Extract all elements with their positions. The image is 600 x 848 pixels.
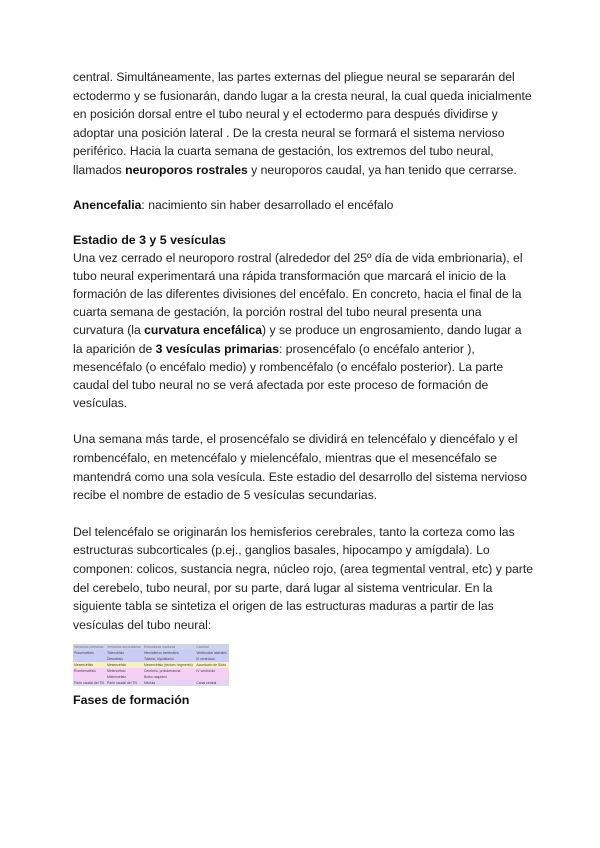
anencefalia-text: : nacimiento sin haber desarrollado el encéfalo: [141, 197, 394, 212]
text-run: Una vez cerrado el neuroporo rostral (alrededor del 25º día de vida embrionaria), el tubo neural experimentará una rápida transformación que marcará el inicio de la formación de las diferentes divisiones del encéfalo. En concreto, hacia el final de la cuarta semana de gestación, la porción rostral del tubo neural presenta una curvatura (la: [73, 250, 523, 338]
table-header-cell: Estructuras maduras: [143, 644, 195, 650]
table-cell: Metencéfalo: [106, 668, 143, 674]
bold-term: 3 vesículas primarias: [155, 341, 279, 356]
table-cell: Tálamo, hipotálamo: [143, 656, 195, 662]
table-cell: Hemisferios cerebrales: [143, 650, 195, 656]
text-run: central. Simultáneamente, las partes externas del pliegue neural se separarán del ectodermo y se fusionarán, dando lugar a la cresta neural, la cual queda inicialmente en posición dorsal entre el tubo neural y el ectodermo para después dividirse y adoptar una posición lateral . De la cresta neural se formará el sistema nervioso periférico. Hacia la cuarta semana de gestación, los extremos del tubo neural, llamados: [73, 70, 532, 177]
table-cell: Mesencéfalo (tectum, tegmento): [143, 662, 195, 668]
table-cell: Rombencéfalo: [73, 668, 106, 674]
table-cell: Mesencéfalo: [106, 662, 143, 668]
text-run: y neuroporos caudal, ya han tenido que cerrarse.: [247, 162, 517, 177]
anencefalia-term: Anencefalia: [73, 197, 142, 212]
table-cell: III ventrículo: [195, 656, 229, 662]
bold-term: neuroporos rostrales: [125, 162, 248, 177]
table-cell: Prosencéfalo: [73, 650, 106, 656]
paragraph-vesiculas-primarias: [73, 249, 533, 413]
table-cell: Diencéfalo: [106, 656, 143, 662]
bold-term: curvatura encefálica: [144, 323, 263, 338]
table-cell: Acueducto de Silvio: [195, 662, 229, 668]
table-cell: Mesencéfalo: [73, 662, 106, 668]
table-cell: Ventrículos laterales: [195, 650, 229, 656]
table-cell: Canal central: [195, 680, 229, 686]
table-header-cell: Cavidad: [195, 644, 229, 650]
table-row: [73, 680, 229, 686]
text-run: : prosencéfalo (o encéfalo anterior ), mesencéfalo (o encéfalo medio) y rombencéfalo (o encéfalo posterior). La parte caudal del tubo neural no se verá afectada por este proceso de formación de vesículas.: [73, 341, 504, 411]
table-cell: Mielencéfalo: [106, 674, 143, 680]
table-header-cell: Vesículas primarias: [73, 644, 106, 650]
table-cell: Parte caudal del TN: [106, 680, 143, 686]
paragraph-vesiculas-secundarias: Una semana más tarde, el prosencéfalo se dividirá en telencéfalo y diencéfalo y el rombencéfalo, en metencéfalo y mielencéfalo, mientras que el mesencéfalo se mantendrá como una sola vesícula. Este estadio del desarrollo del sistema nervioso recibe el nombre de estadio de 5 vesículas secundarias.: [73, 432, 527, 503]
table-cell: Telencéfalo: [106, 650, 143, 656]
anencefalia-definition: [73, 196, 533, 214]
document-page: [73, 68, 533, 709]
text-run: ) y se produce un engrosamiento, dando lugar a la aparición de: [73, 323, 522, 356]
table-cell: Cerebelo, protuberancia: [143, 668, 195, 674]
table-cell: Bulbo raquídeo: [143, 674, 195, 680]
vesicles-table: [73, 644, 229, 686]
table-cell: Parte caudal del TN: [73, 680, 106, 686]
table-header-cell: Vesículas secundarias: [106, 644, 143, 650]
section-heading-fases: Fases de formación: [73, 693, 190, 708]
paragraph-neural-crest: [73, 68, 533, 180]
table-cell: IV ventrículo: [195, 668, 229, 674]
paragraph-telencefalo: Del telencéfalo se originarán los hemisferios cerebrales, tanto la corteza como las estructuras subcorticales (p.ej., ganglios basales, hipocampo y amígdala). Lo componen: colicos, sustancia negra, núcleo rojo, (area tegmental ventral, etc) y parte del cerebelo, tubo neural, por su parte, dará lugar al sistema ventricular. En la siguiente tabla se sintetiza el origen de las estructuras maduras a partir de las vesículas del tubo neural:: [73, 524, 533, 632]
section-heading-vesiculas: Estadio de 3 y 5 vesículas: [73, 232, 226, 247]
table-cell: Médula: [143, 680, 195, 686]
